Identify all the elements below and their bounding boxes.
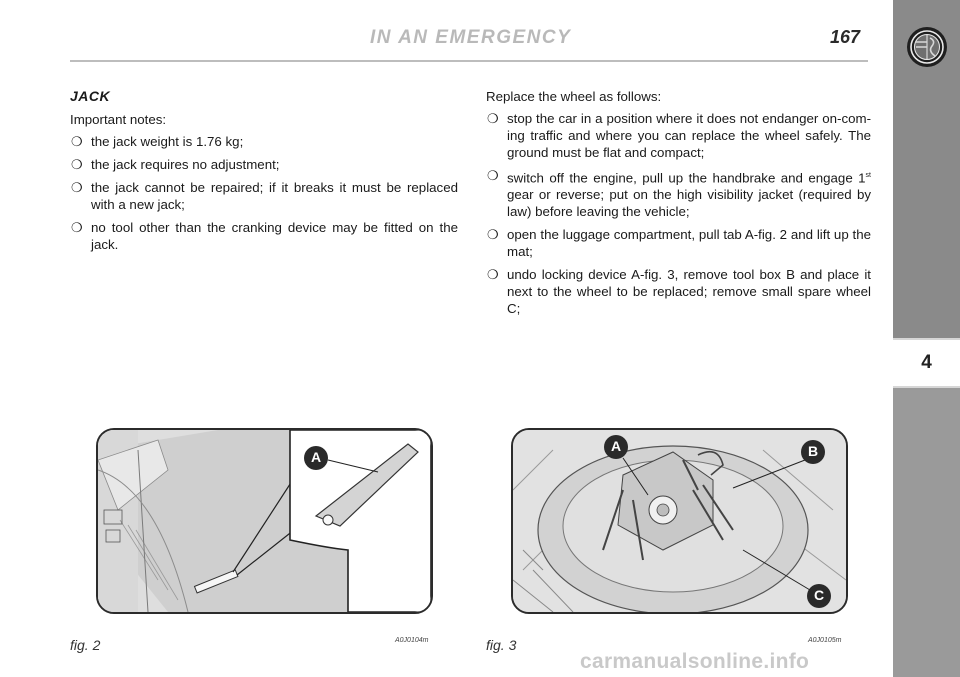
list-item	[70, 133, 458, 150]
figure-2-luggage-mat	[96, 428, 433, 614]
superscript-ordinal: st	[865, 172, 871, 179]
list-item	[486, 226, 871, 260]
bullet-icon: ❍	[71, 134, 83, 149]
sidebar-lower-band	[893, 383, 960, 677]
bullet-icon: ❍	[71, 220, 83, 235]
jack-notes-list	[70, 133, 458, 253]
chapter-number: 4	[921, 352, 932, 373]
figure-3-caption: fig. 3	[486, 637, 517, 653]
bullet-icon: ❍	[71, 157, 83, 172]
figure-2-caption: fig. 2	[70, 637, 101, 653]
list-item-text: switch off the engine, pull up the handbrake and engage 1	[507, 170, 866, 186]
page-number: 167	[830, 27, 861, 47]
list-item-text: stop the car in a position where it does not endanger on-com-ing traffic and where you can replace the wheel safely. The ground must be flat and compact;	[507, 111, 871, 160]
page-header-title: IN AN EMERGENCY	[370, 27, 572, 48]
replace-wheel-intro: Replace the wheel as follows:	[486, 89, 662, 104]
list-item	[486, 266, 871, 317]
callout-c-label: C	[814, 587, 825, 603]
list-item-text: the jack cannot be repaired; if it breaks it must be replaced with a new jack;	[91, 180, 458, 212]
bullet-icon: ❍	[487, 227, 499, 243]
wheel-steps-list	[486, 110, 871, 317]
list-item-text: the jack requires no adjustment;	[91, 157, 280, 172]
figure-2-code: A0J0104m	[395, 637, 429, 644]
list-item	[70, 179, 458, 213]
header-divider	[70, 60, 868, 62]
list-item-text: open the luggage compartment, pull tab A-fig. 2 and lift up the mat;	[507, 227, 871, 260]
section-title-jack: JACK	[70, 88, 111, 104]
watermark-text: carmanualsonline.info	[580, 650, 810, 673]
list-item	[70, 156, 458, 173]
important-notes-label: Important notes:	[70, 112, 167, 127]
list-item-text: undo locking device A-fig. 3, remove tool box B and place it next to the wheel to be replaced; remove small spare wheel C;	[507, 267, 871, 317]
bullet-icon: ❍	[487, 168, 499, 183]
spare-wheel-illustration	[513, 430, 846, 612]
figure-3-code: A0J0105m	[808, 637, 842, 644]
callout-a-label: A	[311, 449, 322, 465]
left-text-column	[70, 88, 458, 259]
list-item-text: no tool other than the cranking device may be fitted on the jack.	[91, 220, 458, 252]
list-item	[70, 219, 458, 253]
bullet-icon: ❍	[71, 180, 83, 195]
list-item-text: the jack weight is 1.76 kg;	[91, 134, 244, 149]
chapter-tab[interactable]	[893, 338, 960, 388]
bullet-icon: ❍	[487, 267, 499, 283]
figure-3-spare-wheel	[511, 428, 848, 614]
brand-logo-icon	[906, 26, 948, 68]
callout-b-label: B	[808, 443, 819, 459]
right-text-column	[486, 88, 871, 323]
list-item	[486, 167, 871, 220]
luggage-compartment-illustration	[98, 430, 431, 612]
callout-a-label: A	[611, 438, 622, 454]
list-item	[486, 110, 871, 161]
list-item-text-cont: gear or reverse; put on the high visibility jacket (required by law) before leaving the vehicle;	[507, 187, 871, 220]
bullet-icon: ❍	[487, 111, 499, 126]
